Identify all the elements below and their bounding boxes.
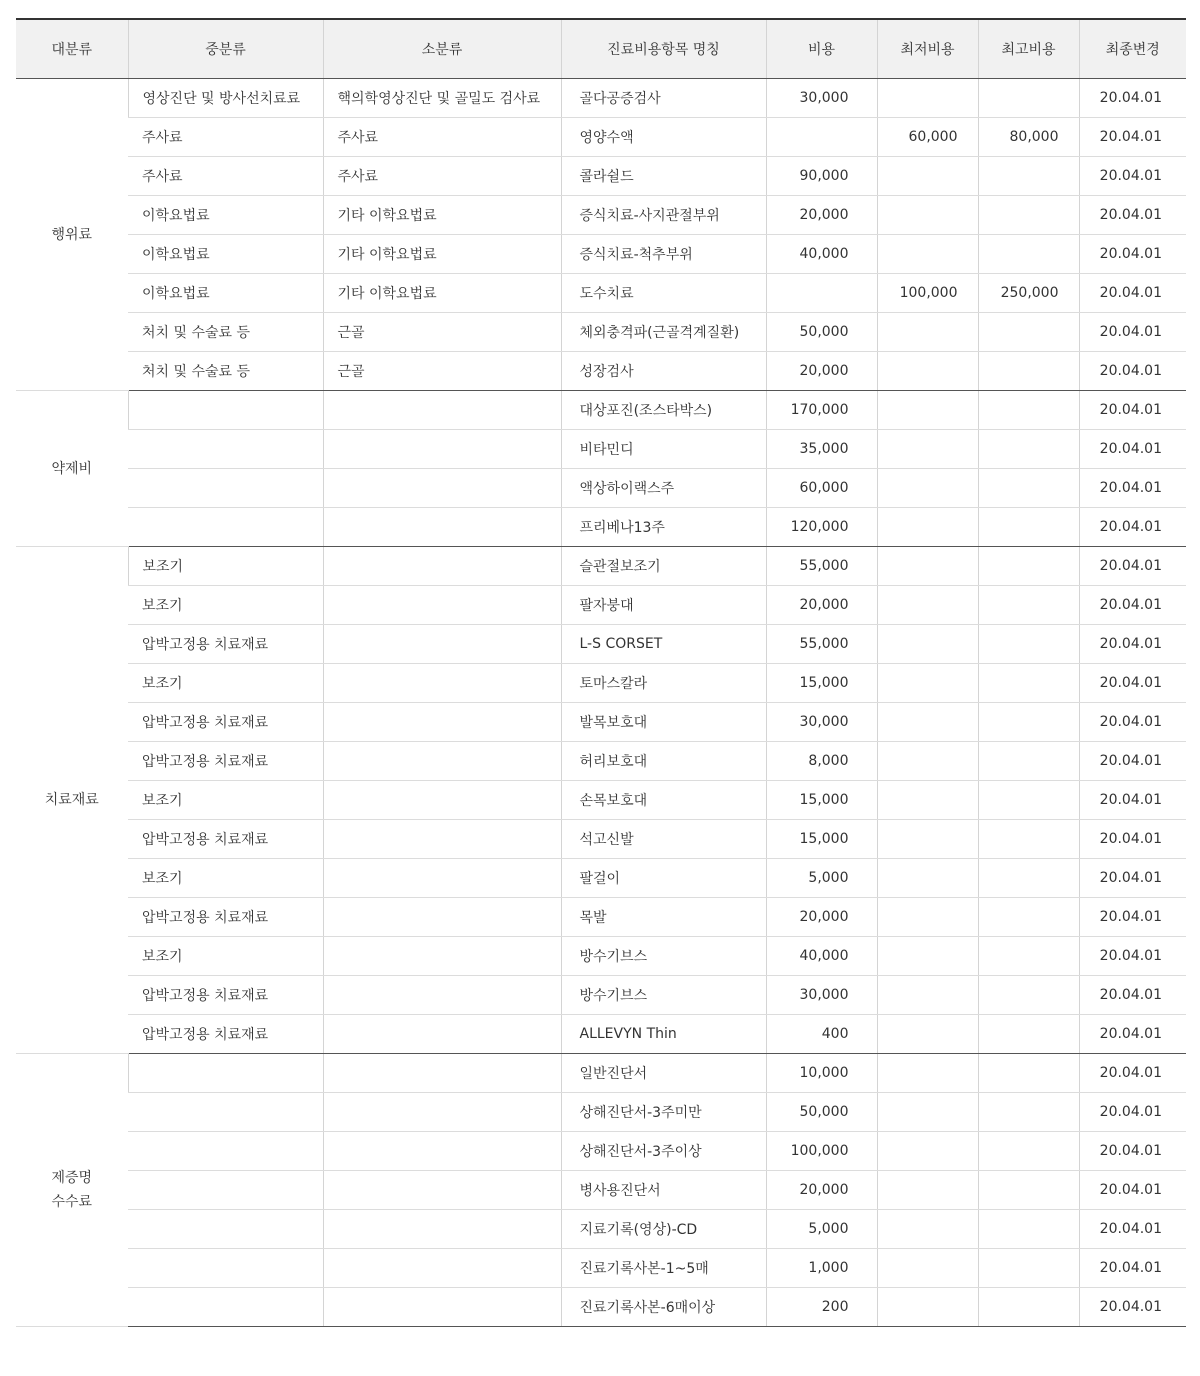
mid-category-cell: 압박고정용 치료재료 (128, 742, 323, 781)
cost-cell: 60,000 (766, 469, 877, 508)
item-name-cell: 손목보호대 (561, 781, 766, 820)
max-cost-cell (978, 586, 1079, 625)
max-cost-cell (978, 937, 1079, 976)
last-changed-cell: 20.04.01 (1079, 235, 1186, 274)
table-row (16, 235, 1186, 274)
header-max-cost: 최고비용 (978, 19, 1079, 79)
max-cost-cell (978, 859, 1079, 898)
max-cost-cell (978, 742, 1079, 781)
item-name-cell: 목발 (561, 898, 766, 937)
min-cost-cell (877, 313, 978, 352)
min-cost-cell (877, 1171, 978, 1210)
sub-category-cell (323, 1054, 561, 1093)
min-cost-cell (877, 79, 978, 118)
max-cost-cell (978, 391, 1079, 430)
mid-category-cell (128, 430, 323, 469)
min-cost-cell (877, 976, 978, 1015)
sub-category-cell (323, 508, 561, 547)
cost-cell: 20,000 (766, 352, 877, 391)
cost-cell: 100,000 (766, 1132, 877, 1171)
max-cost-cell (978, 313, 1079, 352)
mid-category-cell (128, 1054, 323, 1093)
last-changed-cell: 20.04.01 (1079, 586, 1186, 625)
mid-category-cell: 보조기 (128, 859, 323, 898)
sub-category-cell (323, 742, 561, 781)
min-cost-cell (877, 391, 978, 430)
mid-category-cell (128, 1249, 323, 1288)
header-cost: 비용 (766, 19, 877, 79)
item-name-cell: 발목보호대 (561, 703, 766, 742)
major-category-cell: 치료재료 (16, 547, 128, 1054)
cost-cell: 20,000 (766, 1171, 877, 1210)
sub-category-cell (323, 547, 561, 586)
mid-category-cell: 보조기 (128, 586, 323, 625)
max-cost-cell (978, 508, 1079, 547)
last-changed-cell: 20.04.01 (1079, 625, 1186, 664)
cost-cell: 20,000 (766, 196, 877, 235)
table-row (16, 625, 1186, 664)
item-name-cell: 허리보호대 (561, 742, 766, 781)
sub-category-cell: 주사료 (323, 118, 561, 157)
table-row (16, 1054, 1186, 1093)
max-cost-cell (978, 703, 1079, 742)
max-cost-cell (978, 79, 1079, 118)
max-cost-cell (978, 547, 1079, 586)
min-cost-cell (877, 430, 978, 469)
max-cost-cell (978, 820, 1079, 859)
last-changed-cell: 20.04.01 (1079, 937, 1186, 976)
major-category-cell: 약제비 (16, 391, 128, 547)
mid-category-cell (128, 391, 323, 430)
sub-category-cell: 기타 이학요법료 (323, 235, 561, 274)
max-cost-cell (978, 664, 1079, 703)
item-name-cell: 증식치료-사지관절부위 (561, 196, 766, 235)
cost-cell: 15,000 (766, 664, 877, 703)
sub-category-cell (323, 430, 561, 469)
sub-category-cell (323, 937, 561, 976)
max-cost-cell: 250,000 (978, 274, 1079, 313)
table-row (16, 1015, 1186, 1054)
cost-cell: 15,000 (766, 781, 877, 820)
last-changed-cell: 20.04.01 (1079, 664, 1186, 703)
item-name-cell: 토마스칼라 (561, 664, 766, 703)
max-cost-cell (978, 1249, 1079, 1288)
min-cost-cell (877, 1210, 978, 1249)
mid-category-cell (128, 1093, 323, 1132)
max-cost-cell (978, 1015, 1079, 1054)
cost-cell: 40,000 (766, 937, 877, 976)
fee-table (16, 18, 1186, 1327)
item-name-cell: 비타민디 (561, 430, 766, 469)
cost-cell: 55,000 (766, 625, 877, 664)
max-cost-cell (978, 157, 1079, 196)
min-cost-cell (877, 235, 978, 274)
item-name-cell: 방수기브스 (561, 976, 766, 1015)
mid-category-cell: 압박고정용 치료재료 (128, 898, 323, 937)
item-name-cell: 일반진단서 (561, 1054, 766, 1093)
cost-cell (766, 118, 877, 157)
max-cost-cell (978, 976, 1079, 1015)
mid-category-cell: 주사료 (128, 118, 323, 157)
max-cost-cell (978, 1288, 1079, 1327)
cost-cell: 35,000 (766, 430, 877, 469)
max-cost-cell (978, 625, 1079, 664)
mid-category-cell: 처치 및 수술료 등 (128, 313, 323, 352)
min-cost-cell (877, 196, 978, 235)
cost-cell: 200 (766, 1288, 877, 1327)
sub-category-cell: 기타 이학요법료 (323, 196, 561, 235)
min-cost-cell (877, 1249, 978, 1288)
max-cost-cell (978, 352, 1079, 391)
min-cost-cell (877, 469, 978, 508)
mid-category-cell: 압박고정용 치료재료 (128, 625, 323, 664)
mid-category-cell: 영상진단 및 방사선치료료 (128, 79, 323, 118)
last-changed-cell: 20.04.01 (1079, 508, 1186, 547)
min-cost-cell (877, 547, 978, 586)
table-row (16, 898, 1186, 937)
min-cost-cell (877, 1288, 978, 1327)
last-changed-cell: 20.04.01 (1079, 1210, 1186, 1249)
mid-category-cell: 이학요법료 (128, 196, 323, 235)
cost-cell (766, 274, 877, 313)
mid-category-cell (128, 1288, 323, 1327)
sub-category-cell: 핵의학영상진단 및 골밀도 검사료 (323, 79, 561, 118)
table-row (16, 1288, 1186, 1327)
header-row (16, 19, 1186, 79)
mid-category-cell: 압박고정용 치료재료 (128, 820, 323, 859)
last-changed-cell: 20.04.01 (1079, 976, 1186, 1015)
table-row (16, 118, 1186, 157)
last-changed-cell: 20.04.01 (1079, 391, 1186, 430)
mid-category-cell (128, 1210, 323, 1249)
item-name-cell: 상해진단서-3주이상 (561, 1132, 766, 1171)
sub-category-cell (323, 781, 561, 820)
max-cost-cell (978, 1210, 1079, 1249)
table-row (16, 274, 1186, 313)
item-name-cell: 체외충격파(근골격계질환) (561, 313, 766, 352)
min-cost-cell (877, 508, 978, 547)
cost-cell: 40,000 (766, 235, 877, 274)
item-name-cell: 병사용진단서 (561, 1171, 766, 1210)
cost-cell: 50,000 (766, 313, 877, 352)
sub-category-cell (323, 1171, 561, 1210)
table-row (16, 937, 1186, 976)
cost-cell: 5,000 (766, 1210, 877, 1249)
max-cost-cell (978, 196, 1079, 235)
cost-cell: 10,000 (766, 1054, 877, 1093)
sub-category-cell (323, 469, 561, 508)
last-changed-cell: 20.04.01 (1079, 703, 1186, 742)
item-name-cell: 대상포진(조스타박스) (561, 391, 766, 430)
item-name-cell: 프리베나13주 (561, 508, 766, 547)
sub-category-cell (323, 820, 561, 859)
last-changed-cell: 20.04.01 (1079, 430, 1186, 469)
last-changed-cell: 20.04.01 (1079, 1054, 1186, 1093)
major-category-cell: 행위료 (16, 79, 128, 391)
max-cost-cell (978, 1171, 1079, 1210)
table-row (16, 508, 1186, 547)
max-cost-cell (978, 430, 1079, 469)
mid-category-cell (128, 1132, 323, 1171)
cost-cell: 30,000 (766, 703, 877, 742)
mid-category-cell: 압박고정용 치료재료 (128, 1015, 323, 1054)
table-row (16, 196, 1186, 235)
item-name-cell: L-S CORSET (561, 625, 766, 664)
last-changed-cell: 20.04.01 (1079, 157, 1186, 196)
table-row (16, 820, 1186, 859)
table-row (16, 391, 1186, 430)
cost-cell: 1,000 (766, 1249, 877, 1288)
sub-category-cell (323, 976, 561, 1015)
min-cost-cell (877, 586, 978, 625)
cost-cell: 20,000 (766, 898, 877, 937)
max-cost-cell (978, 1093, 1079, 1132)
item-name-cell: 콜라쉴드 (561, 157, 766, 196)
table-row (16, 352, 1186, 391)
min-cost-cell (877, 781, 978, 820)
last-changed-cell: 20.04.01 (1079, 196, 1186, 235)
mid-category-cell: 압박고정용 치료재료 (128, 703, 323, 742)
min-cost-cell (877, 859, 978, 898)
mid-category-cell (128, 469, 323, 508)
sub-category-cell: 근골 (323, 352, 561, 391)
item-name-cell: 상해진단서-3주미만 (561, 1093, 766, 1132)
table-row (16, 157, 1186, 196)
min-cost-cell (877, 742, 978, 781)
sub-category-cell (323, 1132, 561, 1171)
sub-category-cell (323, 1015, 561, 1054)
max-cost-cell (978, 1132, 1079, 1171)
last-changed-cell: 20.04.01 (1079, 820, 1186, 859)
header-mid-category: 중분류 (128, 19, 323, 79)
last-changed-cell: 20.04.01 (1079, 352, 1186, 391)
sub-category-cell: 기타 이학요법료 (323, 274, 561, 313)
item-name-cell: 액상하이랙스주 (561, 469, 766, 508)
table-row (16, 79, 1186, 118)
table-row (16, 976, 1186, 1015)
cost-cell: 15,000 (766, 820, 877, 859)
last-changed-cell: 20.04.01 (1079, 547, 1186, 586)
last-changed-cell: 20.04.01 (1079, 1093, 1186, 1132)
cost-cell: 400 (766, 1015, 877, 1054)
table-row (16, 742, 1186, 781)
mid-category-cell: 보조기 (128, 937, 323, 976)
cost-cell: 55,000 (766, 547, 877, 586)
item-name-cell: ALLEVYN Thin (561, 1015, 766, 1054)
min-cost-cell (877, 820, 978, 859)
mid-category-cell: 주사료 (128, 157, 323, 196)
mid-category-cell: 이학요법료 (128, 274, 323, 313)
header-item-name: 진료비용항목 명칭 (561, 19, 766, 79)
min-cost-cell: 60,000 (877, 118, 978, 157)
item-name-cell: 영양수액 (561, 118, 766, 157)
min-cost-cell (877, 898, 978, 937)
item-name-cell: 슬관절보조기 (561, 547, 766, 586)
max-cost-cell (978, 781, 1079, 820)
max-cost-cell (978, 1054, 1079, 1093)
table-row (16, 1093, 1186, 1132)
header-sub-category: 소분류 (323, 19, 561, 79)
max-cost-cell (978, 898, 1079, 937)
sub-category-cell (323, 703, 561, 742)
cost-cell: 90,000 (766, 157, 877, 196)
sub-category-cell (323, 1249, 561, 1288)
min-cost-cell: 100,000 (877, 274, 978, 313)
sub-category-cell (323, 1210, 561, 1249)
min-cost-cell (877, 1015, 978, 1054)
max-cost-cell (978, 469, 1079, 508)
max-cost-cell (978, 235, 1079, 274)
last-changed-cell: 20.04.01 (1079, 1171, 1186, 1210)
last-changed-cell: 20.04.01 (1079, 898, 1186, 937)
last-changed-cell: 20.04.01 (1079, 118, 1186, 157)
table-row (16, 1171, 1186, 1210)
header-min-cost: 최저비용 (877, 19, 978, 79)
table-row (16, 1210, 1186, 1249)
item-name-cell: 방수기브스 (561, 937, 766, 976)
last-changed-cell: 20.04.01 (1079, 1132, 1186, 1171)
max-cost-cell: 80,000 (978, 118, 1079, 157)
item-name-cell: 석고신발 (561, 820, 766, 859)
min-cost-cell (877, 625, 978, 664)
mid-category-cell (128, 1171, 323, 1210)
min-cost-cell (877, 664, 978, 703)
min-cost-cell (877, 157, 978, 196)
last-changed-cell: 20.04.01 (1079, 859, 1186, 898)
sub-category-cell (323, 1288, 561, 1327)
table-row (16, 430, 1186, 469)
mid-category-cell: 처치 및 수술료 등 (128, 352, 323, 391)
last-changed-cell: 20.04.01 (1079, 1288, 1186, 1327)
sub-category-cell (323, 1093, 561, 1132)
cost-cell: 20,000 (766, 586, 877, 625)
last-changed-cell: 20.04.01 (1079, 1249, 1186, 1288)
cost-cell: 120,000 (766, 508, 877, 547)
table-row (16, 1132, 1186, 1171)
sub-category-cell (323, 391, 561, 430)
table-row (16, 703, 1186, 742)
last-changed-cell: 20.04.01 (1079, 313, 1186, 352)
item-name-cell: 지료기록(영상)-CD (561, 1210, 766, 1249)
min-cost-cell (877, 937, 978, 976)
last-changed-cell: 20.04.01 (1079, 469, 1186, 508)
item-name-cell: 성장검사 (561, 352, 766, 391)
last-changed-cell: 20.04.01 (1079, 274, 1186, 313)
last-changed-cell: 20.04.01 (1079, 781, 1186, 820)
sub-category-cell (323, 625, 561, 664)
cost-cell: 170,000 (766, 391, 877, 430)
header-major-category: 대분류 (16, 19, 128, 79)
sub-category-cell (323, 586, 561, 625)
header-last-changed: 최종변경 (1079, 19, 1186, 79)
cost-cell: 8,000 (766, 742, 877, 781)
mid-category-cell: 보조기 (128, 547, 323, 586)
min-cost-cell (877, 703, 978, 742)
item-name-cell: 팔자붕대 (561, 586, 766, 625)
table-row (16, 547, 1186, 586)
min-cost-cell (877, 1093, 978, 1132)
cost-cell: 5,000 (766, 859, 877, 898)
mid-category-cell: 이학요법료 (128, 235, 323, 274)
item-name-cell: 도수치료 (561, 274, 766, 313)
last-changed-cell: 20.04.01 (1079, 742, 1186, 781)
sub-category-cell: 근골 (323, 313, 561, 352)
table-body (16, 79, 1186, 1327)
min-cost-cell (877, 1054, 978, 1093)
cost-cell: 30,000 (766, 79, 877, 118)
last-changed-cell: 20.04.01 (1079, 79, 1186, 118)
mid-category-cell: 압박고정용 치료재료 (128, 976, 323, 1015)
sub-category-cell (323, 859, 561, 898)
min-cost-cell (877, 1132, 978, 1171)
sub-category-cell (323, 664, 561, 703)
mid-category-cell (128, 508, 323, 547)
table-row (16, 313, 1186, 352)
item-name-cell: 증식치료-척추부위 (561, 235, 766, 274)
min-cost-cell (877, 352, 978, 391)
table-row (16, 781, 1186, 820)
mid-category-cell: 보조기 (128, 781, 323, 820)
sub-category-cell: 주사료 (323, 157, 561, 196)
table-row (16, 664, 1186, 703)
table-row (16, 1249, 1186, 1288)
last-changed-cell: 20.04.01 (1079, 1015, 1186, 1054)
major-category-cell: 제증명 수수료 (16, 1054, 128, 1327)
sub-category-cell (323, 898, 561, 937)
item-name-cell: 진료기록사본-6매이상 (561, 1288, 766, 1327)
item-name-cell: 팔걸이 (561, 859, 766, 898)
table-row (16, 586, 1186, 625)
item-name-cell: 진료기록사본-1~5매 (561, 1249, 766, 1288)
item-name-cell: 골다공증검사 (561, 79, 766, 118)
cost-cell: 30,000 (766, 976, 877, 1015)
cost-cell: 50,000 (766, 1093, 877, 1132)
table-row (16, 859, 1186, 898)
mid-category-cell: 보조기 (128, 664, 323, 703)
table-row (16, 469, 1186, 508)
